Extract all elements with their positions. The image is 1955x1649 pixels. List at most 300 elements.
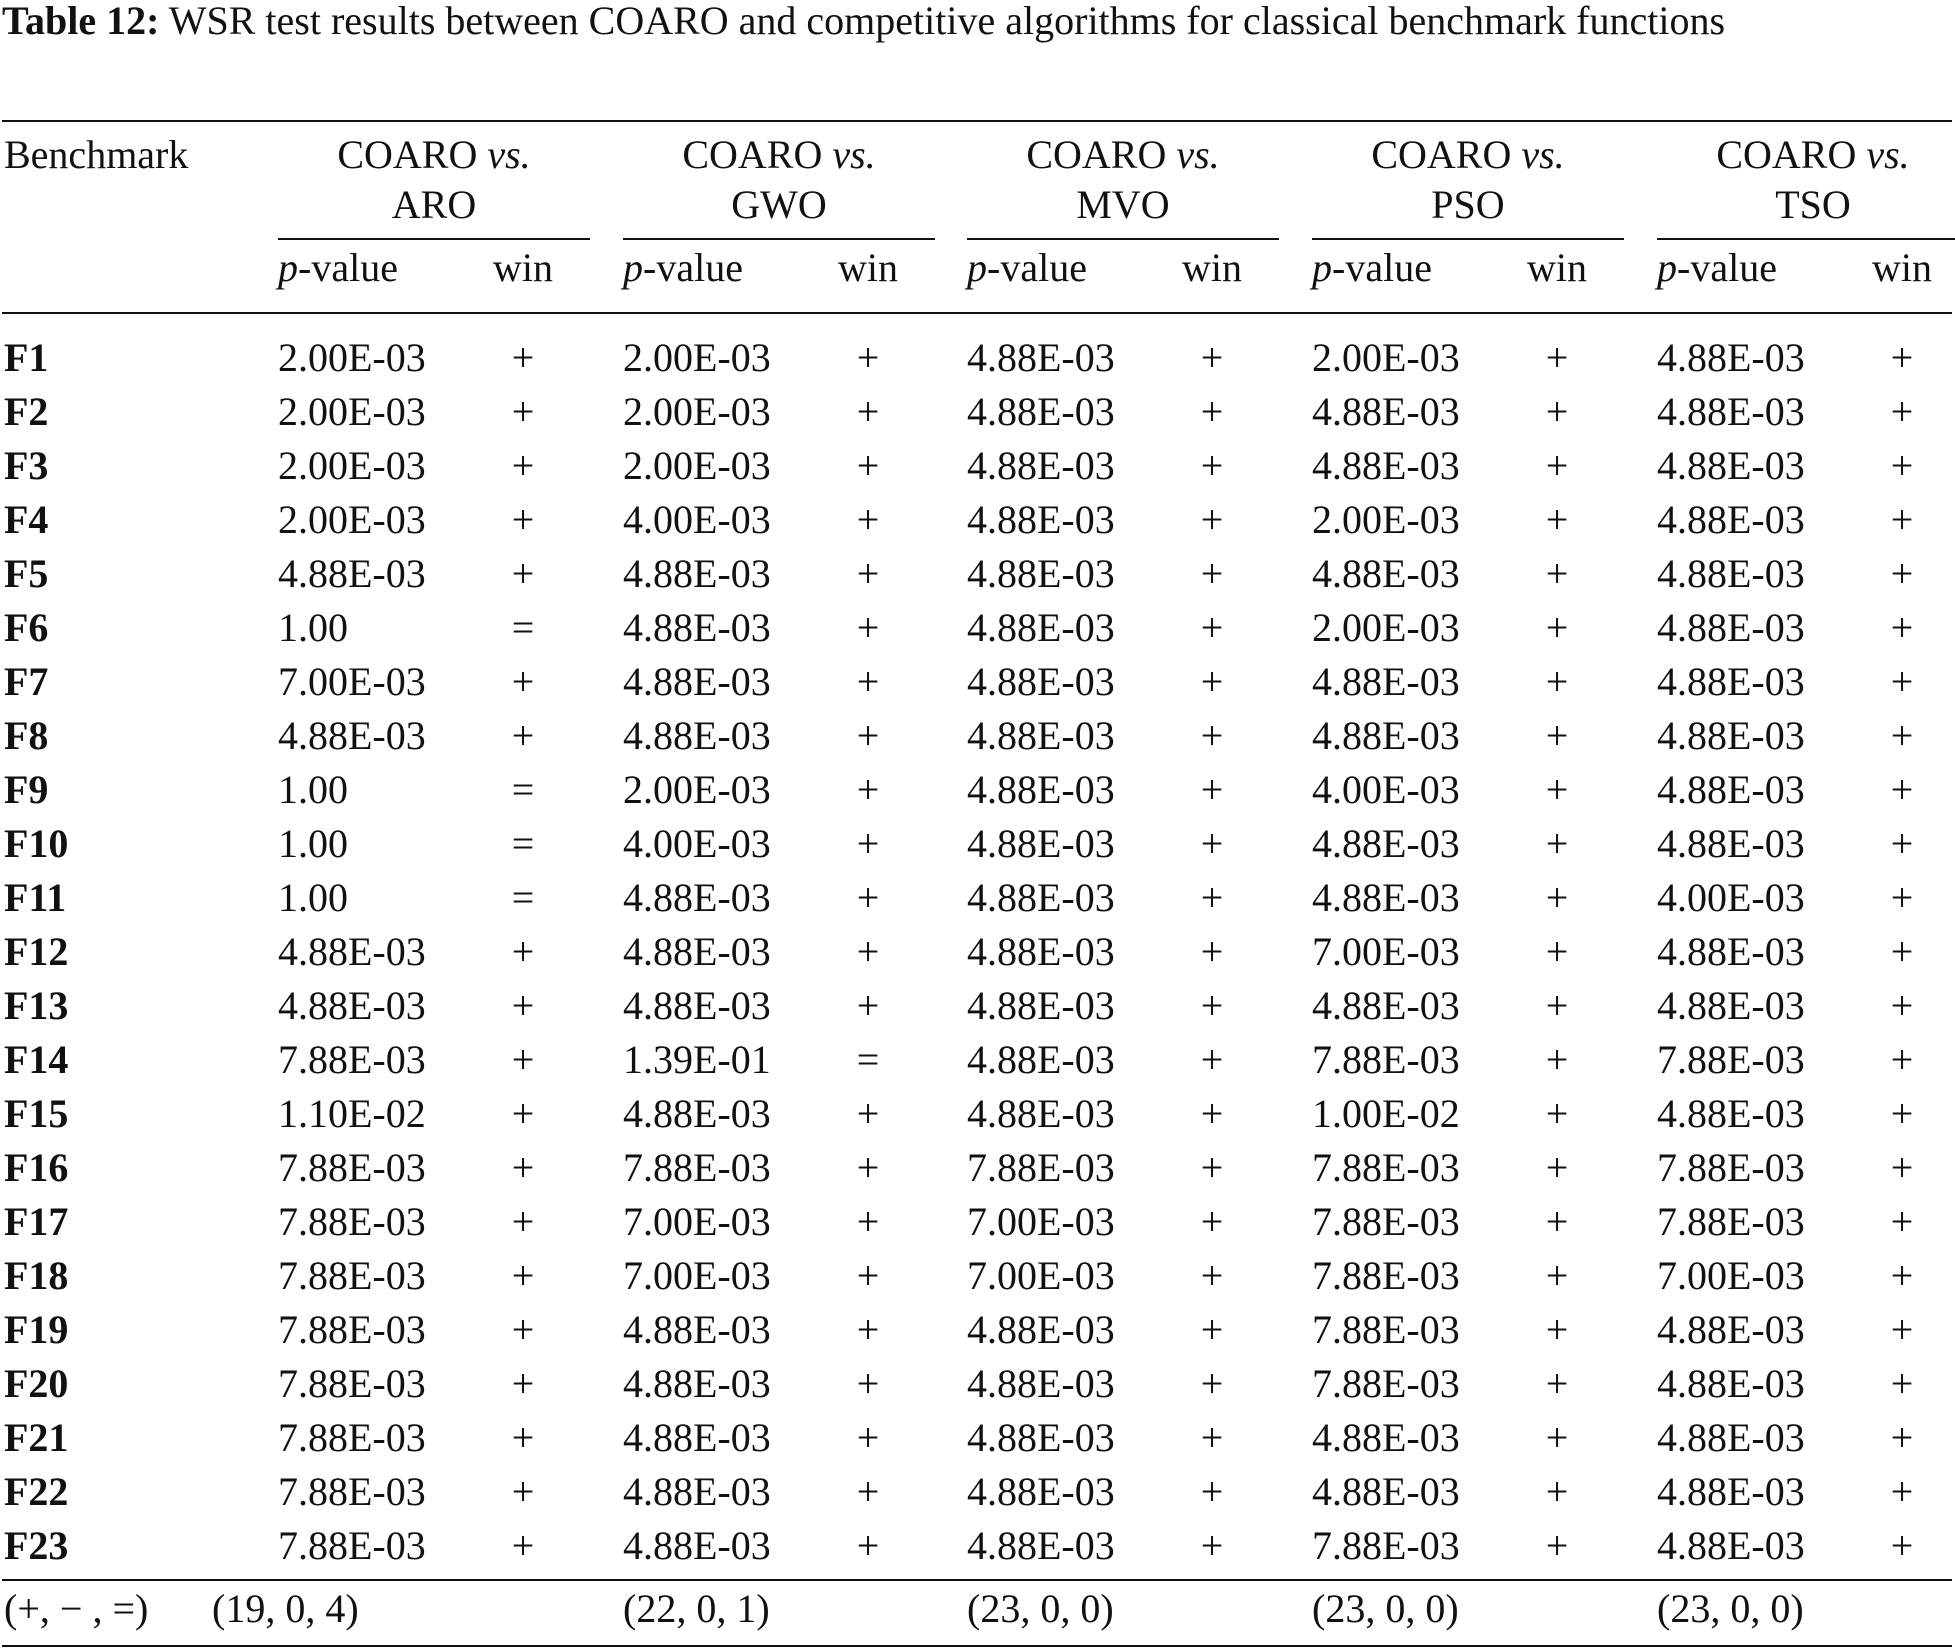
p-value-cell: 1.00E-02 [1312, 1091, 1460, 1136]
win-cell: + [1890, 659, 1914, 704]
p-value-cell: 4.88E-03 [967, 389, 1115, 434]
win-cell: + [1545, 767, 1569, 812]
summary-label: (+, − , =) [4, 1586, 149, 1631]
p-value-cell: 4.88E-03 [278, 713, 426, 758]
p-value-cell: 7.88E-03 [278, 1199, 426, 1244]
group-header-rule [623, 238, 935, 240]
benchmark-name: F15 [4, 1091, 69, 1136]
group-header-prefix: COARO [1026, 132, 1177, 177]
benchmark-name: F11 [4, 875, 67, 920]
benchmark-name: F7 [4, 659, 49, 704]
win-cell: + [1200, 389, 1224, 434]
p-value-cell: 7.88E-03 [1312, 1145, 1460, 1190]
win-cell: + [1200, 929, 1224, 974]
p-value-cell: 4.88E-03 [1657, 335, 1805, 380]
win-cell: + [856, 1415, 880, 1460]
benchmark-name: F2 [4, 389, 49, 434]
win-cell: + [1200, 551, 1224, 596]
win-cell: + [1890, 335, 1914, 380]
subheader-win: win [838, 245, 898, 290]
benchmark-name: F9 [4, 767, 49, 812]
win-cell: + [1545, 1145, 1569, 1190]
p-value-cell: 4.88E-03 [1312, 551, 1460, 596]
win-cell: + [1200, 875, 1224, 920]
p-value-cell: 7.88E-03 [1657, 1199, 1805, 1244]
benchmark-name: F21 [4, 1415, 69, 1460]
group-header-line1 [967, 130, 1279, 180]
win-cell: + [1890, 1199, 1914, 1244]
subheader-p: p [1657, 245, 1677, 290]
p-value-cell: 4.88E-03 [967, 821, 1115, 866]
win-cell: + [1890, 1523, 1914, 1568]
p-value-cell: 4.88E-03 [967, 335, 1115, 380]
p-value-cell: 4.88E-03 [1312, 821, 1460, 866]
win-cell: + [856, 497, 880, 542]
p-value-cell: 4.88E-03 [623, 1523, 771, 1568]
p-value-cell: 4.88E-03 [1657, 983, 1805, 1028]
summary-value: (22, 0, 1) [623, 1586, 770, 1631]
win-cell: + [1890, 1253, 1914, 1298]
p-value-cell: 4.00E-03 [1312, 767, 1460, 812]
p-value-cell: 4.88E-03 [967, 1037, 1115, 1082]
win-cell: + [856, 605, 880, 650]
p-value-cell: 7.88E-03 [278, 1361, 426, 1406]
p-value-cell: 2.00E-03 [1312, 335, 1460, 380]
p-value-cell: 7.88E-03 [278, 1415, 426, 1460]
win-cell: + [511, 1199, 535, 1244]
subheader-value: -value [298, 245, 398, 290]
p-value-cell: 4.00E-03 [623, 497, 771, 542]
p-value-cell: 7.88E-03 [1312, 1253, 1460, 1298]
p-value-cell: 4.88E-03 [623, 1361, 771, 1406]
win-cell: + [1890, 497, 1914, 542]
win-cell: + [856, 929, 880, 974]
group-header-line1 [1312, 130, 1624, 180]
group-header-prefix: COARO [337, 132, 488, 177]
win-cell: + [856, 1145, 880, 1190]
bottom-rule [2, 1645, 1952, 1647]
p-value-cell: 4.88E-03 [278, 551, 426, 596]
win-cell: + [1200, 1253, 1224, 1298]
p-value-cell: 4.00E-03 [1657, 875, 1805, 920]
benchmark-name: F5 [4, 551, 49, 596]
win-cell: + [511, 389, 535, 434]
win-cell: + [511, 713, 535, 758]
p-value-cell: 4.88E-03 [1657, 1415, 1805, 1460]
p-value-cell: 4.88E-03 [967, 767, 1115, 812]
win-cell: + [1200, 605, 1224, 650]
p-value-cell: 4.88E-03 [1312, 983, 1460, 1028]
win-cell: + [856, 551, 880, 596]
p-value-cell: 7.88E-03 [278, 1523, 426, 1568]
group-header-vs: vs. [1521, 132, 1565, 177]
subheader-p-value [1657, 243, 1777, 293]
p-value-cell: 7.00E-03 [623, 1199, 771, 1244]
win-cell: + [1890, 767, 1914, 812]
summary-value: (23, 0, 0) [1657, 1586, 1804, 1631]
p-value-cell: 4.88E-03 [967, 1523, 1115, 1568]
p-value-cell: 4.88E-03 [623, 1307, 771, 1352]
p-value-cell: 4.88E-03 [967, 1469, 1115, 1514]
p-value-cell: 7.88E-03 [278, 1253, 426, 1298]
win-cell: + [1200, 1469, 1224, 1514]
win-cell: + [1890, 1469, 1914, 1514]
p-value-cell: 7.00E-03 [967, 1253, 1115, 1298]
win-cell: + [511, 983, 535, 1028]
p-value-cell: 4.88E-03 [278, 929, 426, 974]
win-cell: + [1200, 713, 1224, 758]
group-header-vs: vs. [1176, 132, 1220, 177]
win-cell: + [1200, 1199, 1224, 1244]
win-cell: + [1890, 551, 1914, 596]
win-cell: + [1200, 1361, 1224, 1406]
win-cell: + [1545, 1469, 1569, 1514]
win-cell: + [1890, 1361, 1914, 1406]
win-cell: + [1890, 929, 1914, 974]
win-cell: + [1545, 335, 1569, 380]
p-value-cell: 4.88E-03 [1657, 821, 1805, 866]
subheader-win: win [1182, 245, 1242, 290]
p-value-cell: 2.00E-03 [278, 443, 426, 488]
win-cell: + [1200, 767, 1224, 812]
benchmark-name: F12 [4, 929, 69, 974]
p-value-cell: 2.00E-03 [1312, 605, 1460, 650]
p-value-cell: 4.88E-03 [1312, 389, 1460, 434]
win-cell: = [511, 605, 535, 650]
benchmark-name: F10 [4, 821, 69, 866]
win-cell: + [511, 1307, 535, 1352]
p-value-cell: 4.88E-03 [967, 443, 1115, 488]
p-value-cell: 2.00E-03 [623, 389, 771, 434]
p-value-cell: 7.88E-03 [278, 1469, 426, 1514]
win-cell: + [856, 389, 880, 434]
win-cell: + [856, 1091, 880, 1136]
win-cell: + [511, 929, 535, 974]
benchmark-name: F19 [4, 1307, 69, 1352]
win-cell: + [1545, 1091, 1569, 1136]
win-cell: + [1890, 1307, 1914, 1352]
p-value-cell: 4.88E-03 [623, 605, 771, 650]
group-header-line1 [623, 130, 935, 180]
table-caption [2, 0, 1952, 42]
p-value-cell: 4.88E-03 [1657, 1523, 1805, 1568]
p-value-cell: 4.88E-03 [967, 497, 1115, 542]
win-cell: + [856, 821, 880, 866]
p-value-cell: 4.88E-03 [623, 551, 771, 596]
win-cell: + [1890, 389, 1914, 434]
p-value-cell: 4.88E-03 [1657, 443, 1805, 488]
win-cell: + [1890, 713, 1914, 758]
win-cell: + [1545, 497, 1569, 542]
p-value-cell: 7.88E-03 [1312, 1361, 1460, 1406]
p-value-cell: 4.88E-03 [1657, 713, 1805, 758]
win-cell: + [1545, 929, 1569, 974]
p-value-cell: 4.88E-03 [1657, 659, 1805, 704]
p-value-cell: 7.88E-03 [1657, 1037, 1805, 1082]
win-cell: + [1200, 659, 1224, 704]
p-value-cell: 4.88E-03 [967, 1415, 1115, 1460]
win-cell: + [1545, 821, 1569, 866]
p-value-cell: 4.88E-03 [1312, 713, 1460, 758]
win-cell: + [856, 659, 880, 704]
benchmark-name: F4 [4, 497, 49, 542]
win-cell: + [1200, 1145, 1224, 1190]
p-value-cell: 7.88E-03 [278, 1145, 426, 1190]
win-cell: + [511, 1145, 535, 1190]
p-value-cell: 4.88E-03 [967, 1091, 1115, 1136]
subheader-win: win [493, 245, 553, 290]
group-header-prefix: COARO [682, 132, 833, 177]
win-cell: + [1545, 1037, 1569, 1082]
p-value-cell: 4.88E-03 [967, 1361, 1115, 1406]
benchmark-name: F8 [4, 713, 49, 758]
p-value-cell: 1.10E-02 [278, 1091, 426, 1136]
win-cell: + [856, 1469, 880, 1514]
group-header-algorithm: ARO [391, 182, 477, 227]
group-header-line1 [1657, 130, 1955, 180]
win-cell: + [1545, 875, 1569, 920]
group-header-algorithm: MVO [1076, 182, 1170, 227]
subheader-value: -value [1332, 245, 1432, 290]
subheader-p-value [623, 243, 743, 293]
p-value-cell: 1.00 [278, 875, 348, 920]
benchmark-name: F17 [4, 1199, 69, 1244]
win-cell: + [1890, 875, 1914, 920]
benchmark-name: F23 [4, 1523, 69, 1568]
win-cell: + [856, 713, 880, 758]
win-cell: + [1200, 497, 1224, 542]
win-cell: + [1545, 389, 1569, 434]
p-value-cell: 4.88E-03 [1312, 1469, 1460, 1514]
win-cell: = [511, 767, 535, 812]
p-value-cell: 4.88E-03 [623, 659, 771, 704]
group-header-prefix: COARO [1716, 132, 1867, 177]
win-cell: + [856, 443, 880, 488]
p-value-cell: 2.00E-03 [623, 443, 771, 488]
p-value-cell: 4.88E-03 [623, 875, 771, 920]
win-cell: + [1545, 713, 1569, 758]
win-cell: + [1200, 983, 1224, 1028]
subheader-p-value [278, 243, 398, 293]
win-cell: + [511, 497, 535, 542]
subheader-p-value [967, 243, 1087, 293]
p-value-cell: 4.88E-03 [1657, 1091, 1805, 1136]
win-cell: + [1545, 443, 1569, 488]
p-value-cell: 7.88E-03 [1312, 1523, 1460, 1568]
group-header-vs: vs. [832, 132, 876, 177]
p-value-cell: 4.88E-03 [1657, 767, 1805, 812]
subheader-p-value [1312, 243, 1432, 293]
header-benchmark: Benchmark [4, 132, 189, 177]
win-cell: + [1890, 1145, 1914, 1190]
p-value-cell: 4.88E-03 [1312, 659, 1460, 704]
benchmark-name: F20 [4, 1361, 69, 1406]
p-value-cell: 4.00E-03 [623, 821, 771, 866]
p-value-cell: 4.88E-03 [1657, 389, 1805, 434]
summary-value: (23, 0, 0) [967, 1586, 1114, 1631]
p-value-cell: 7.00E-03 [967, 1199, 1115, 1244]
benchmark-name: F18 [4, 1253, 69, 1298]
win-cell: + [1890, 443, 1914, 488]
p-value-cell: 4.88E-03 [967, 983, 1115, 1028]
p-value-cell: 4.88E-03 [967, 1307, 1115, 1352]
p-value-cell: 4.88E-03 [1657, 1307, 1805, 1352]
win-cell: + [1200, 335, 1224, 380]
benchmark-name: F16 [4, 1145, 69, 1190]
p-value-cell: 7.88E-03 [278, 1037, 426, 1082]
p-value-cell: 4.88E-03 [1657, 1469, 1805, 1514]
group-header-algorithm: GWO [731, 182, 827, 227]
subheader-p: p [278, 245, 298, 290]
p-value-cell: 2.00E-03 [278, 335, 426, 380]
p-value-cell: 4.88E-03 [1657, 1361, 1805, 1406]
subheader-p: p [967, 245, 987, 290]
p-value-cell: 7.88E-03 [623, 1145, 771, 1190]
group-header-line1 [278, 130, 590, 180]
benchmark-name: F6 [4, 605, 49, 650]
win-cell: + [1545, 1307, 1569, 1352]
win-cell: + [1890, 1415, 1914, 1460]
win-cell: = [511, 821, 535, 866]
p-value-cell: 7.00E-03 [1657, 1253, 1805, 1298]
benchmark-name: F14 [4, 1037, 69, 1082]
subheader-p: p [1312, 245, 1332, 290]
top-rule [2, 120, 1952, 122]
subheader-value: -value [1677, 245, 1777, 290]
caption-text: WSR test results between COARO and competitive algorithms for classical benchmark functions [159, 0, 1726, 43]
p-value-cell: 4.88E-03 [967, 659, 1115, 704]
p-value-cell: 7.88E-03 [1312, 1037, 1460, 1082]
p-value-cell: 2.00E-03 [623, 335, 771, 380]
p-value-cell: 4.88E-03 [623, 1091, 771, 1136]
group-header-algorithm: TSO [1775, 182, 1851, 227]
win-cell: + [856, 1523, 880, 1568]
subheader-value: -value [987, 245, 1087, 290]
header-bottom-rule [2, 312, 1952, 314]
group-header-rule [1312, 238, 1624, 240]
win-cell: + [856, 1253, 880, 1298]
win-cell: + [856, 1307, 880, 1352]
p-value-cell: 4.88E-03 [623, 1415, 771, 1460]
win-cell: + [1200, 821, 1224, 866]
p-value-cell: 7.88E-03 [1312, 1307, 1460, 1352]
win-cell: + [856, 335, 880, 380]
group-header-rule [1657, 238, 1955, 240]
p-value-cell: 7.88E-03 [967, 1145, 1115, 1190]
win-cell: + [511, 443, 535, 488]
win-cell: + [511, 1253, 535, 1298]
p-value-cell: 7.88E-03 [1312, 1199, 1460, 1244]
group-header-prefix: COARO [1371, 132, 1522, 177]
p-value-cell: 4.88E-03 [967, 875, 1115, 920]
win-cell: + [511, 1091, 535, 1136]
group-header-rule [967, 238, 1279, 240]
p-value-cell: 4.88E-03 [623, 713, 771, 758]
p-value-cell: 7.00E-03 [278, 659, 426, 704]
p-value-cell: 7.00E-03 [1312, 929, 1460, 974]
p-value-cell: 4.88E-03 [1657, 551, 1805, 596]
p-value-cell: 2.00E-03 [278, 497, 426, 542]
win-cell: + [1200, 1415, 1224, 1460]
win-cell: + [856, 767, 880, 812]
win-cell: + [511, 1469, 535, 1514]
benchmark-name: F13 [4, 983, 69, 1028]
win-cell: + [856, 875, 880, 920]
p-value-cell: 4.88E-03 [967, 929, 1115, 974]
p-value-cell: 1.39E-01 [623, 1037, 771, 1082]
p-value-cell: 1.00 [278, 605, 348, 650]
win-cell: = [856, 1037, 880, 1082]
p-value-cell: 4.88E-03 [967, 551, 1115, 596]
p-value-cell: 4.88E-03 [1657, 929, 1805, 974]
win-cell: + [1890, 1037, 1914, 1082]
caption-label: Table 12: [2, 0, 160, 43]
group-header-rule [278, 238, 590, 240]
subheader-win: win [1527, 245, 1587, 290]
win-cell: + [511, 1523, 535, 1568]
win-cell: + [856, 983, 880, 1028]
win-cell: + [1890, 821, 1914, 866]
p-value-cell: 4.88E-03 [623, 1469, 771, 1514]
p-value-cell: 4.88E-03 [1657, 605, 1805, 650]
p-value-cell: 4.88E-03 [967, 605, 1115, 650]
p-value-cell: 7.88E-03 [278, 1307, 426, 1352]
group-header-vs: vs. [487, 132, 531, 177]
subheader-win: win [1872, 245, 1932, 290]
win-cell: + [1545, 983, 1569, 1028]
win-cell: + [1545, 551, 1569, 596]
win-cell: + [511, 659, 535, 704]
win-cell: + [1200, 1091, 1224, 1136]
subheader-p: p [623, 245, 643, 290]
win-cell: + [1200, 1307, 1224, 1352]
win-cell: + [1545, 659, 1569, 704]
win-cell: + [1545, 605, 1569, 650]
win-cell: + [1545, 1415, 1569, 1460]
win-cell: + [856, 1199, 880, 1244]
win-cell: + [1545, 1361, 1569, 1406]
win-cell: + [1200, 443, 1224, 488]
win-cell: + [511, 1361, 535, 1406]
win-cell: + [511, 1415, 535, 1460]
win-cell: + [856, 1361, 880, 1406]
group-header-vs: vs. [1866, 132, 1910, 177]
p-value-cell: 4.88E-03 [1312, 1415, 1460, 1460]
win-cell: + [511, 551, 535, 596]
benchmark-name: F1 [4, 335, 49, 380]
subheader-value: -value [643, 245, 743, 290]
p-value-cell: 4.88E-03 [1312, 875, 1460, 920]
p-value-cell: 7.00E-03 [623, 1253, 771, 1298]
win-cell: + [1200, 1523, 1224, 1568]
win-cell: = [511, 875, 535, 920]
p-value-cell: 2.00E-03 [1312, 497, 1460, 542]
win-cell: + [1890, 983, 1914, 1028]
p-value-cell: 1.00 [278, 767, 348, 812]
win-cell: + [1545, 1253, 1569, 1298]
p-value-cell: 4.88E-03 [1657, 497, 1805, 542]
benchmark-name: F3 [4, 443, 49, 488]
summary-top-rule [2, 1579, 1952, 1581]
win-cell: + [1200, 1037, 1224, 1082]
p-value-cell: 7.88E-03 [1657, 1145, 1805, 1190]
p-value-cell: 2.00E-03 [278, 389, 426, 434]
p-value-cell: 4.88E-03 [623, 983, 771, 1028]
p-value-cell: 4.88E-03 [967, 713, 1115, 758]
win-cell: + [511, 335, 535, 380]
win-cell: + [511, 1037, 535, 1082]
group-header-algorithm: PSO [1431, 182, 1505, 227]
